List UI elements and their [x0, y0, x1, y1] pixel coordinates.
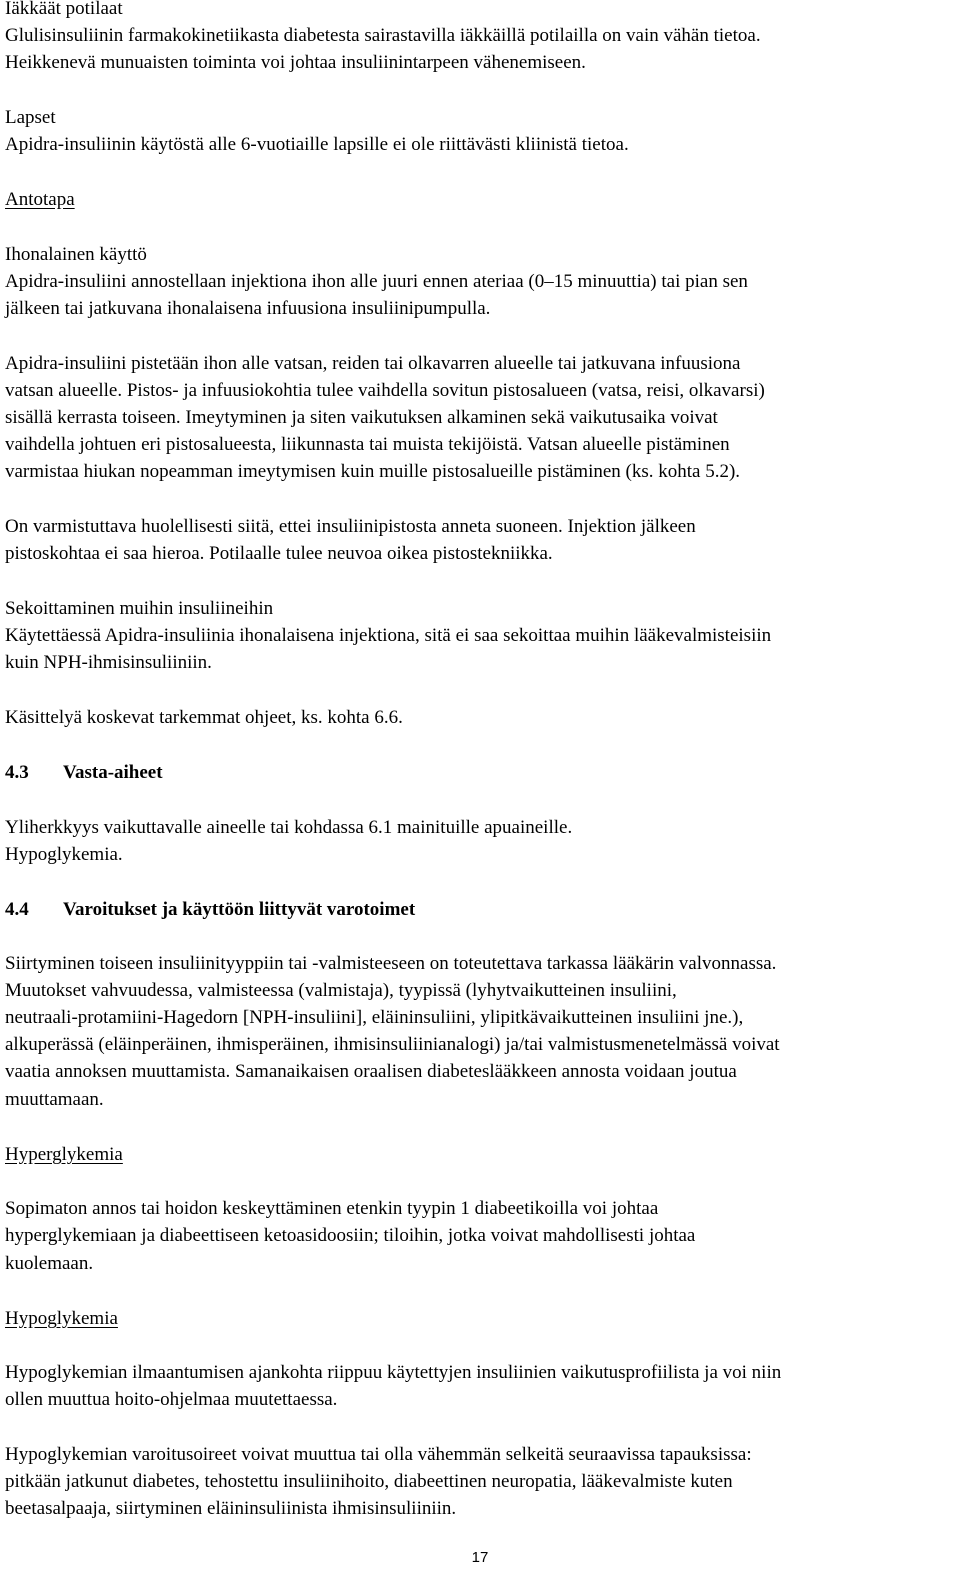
text-line: ollen muuttua hoito-ohjelmaa muutettaessa. — [5, 1389, 338, 1410]
text-line: kuolemaan. — [5, 1253, 94, 1274]
text-line: Hypoglykemian ilmaantumisen ajankohta riippuu käytettyjen insuliinien vaikutusprofiilista ja voi niin — [5, 1362, 782, 1383]
text-line: Hypoglykemian varoitusoireet voivat muuttua tai olla vähemmän selkeitä seuraavissa tapauksissa: — [5, 1444, 752, 1465]
text-line: pitkään jatkunut diabetes, tehostettu insuliinihoito, diabeettinen neuropatia, lääkevalmiste kuten — [5, 1471, 733, 1492]
section-heading-4-4 — [5, 899, 415, 921]
heading-children: Lapset — [5, 107, 56, 128]
page-number: 17 — [471, 1549, 489, 1566]
subheading-subcutaneous: Ihonalainen käyttö — [5, 244, 147, 265]
text-line: neutraali-protamiini-Hagedorn [NPH-insuliini], eläininsuliini, ylipitkävaikutteinen insuliini jne.), — [5, 1007, 744, 1028]
text-line: varmistaa hiukan nopeamman imeytymisen kuin muille pistosalueille pistäminen (ks. kohta 5.2). — [5, 461, 741, 482]
heading-mixing: Sekoittaminen muihin insuliineihin — [5, 598, 274, 619]
heading-administration: Antotapa — [5, 189, 75, 210]
text-line: Käsittelyä koskevat tarkemmat ohjeet, ks. kohta 6.6. — [5, 707, 403, 728]
text-line: vaihdella johtuen eri pistosalueesta, liikunnasta tai muista tekijöistä. Vatsan alueelle pistäminen — [5, 434, 730, 455]
section-heading-4-3 — [5, 762, 163, 784]
section-title: Varoitukset ja käyttöön liittyvät varotoimet — [63, 899, 416, 920]
text-line: Käytettäessä Apidra-insuliinia ihonalaisena injektiona, sitä ei saa sekoittaa muihin lääkevalmisteisiin — [5, 625, 772, 646]
heading-hypoglycemia: Hypoglykemia — [5, 1308, 118, 1329]
text-line: Hypoglykemia. — [5, 844, 123, 865]
text-line: jälkeen tai jatkuvana ihonalaisena infuusiona insuliinipumpulla. — [5, 298, 491, 319]
section-number: 4.4 — [5, 899, 29, 920]
text-line: Glulisinsuliinin farmakokinetiikasta diabetesta sairastavilla iäkkäillä potilailla on vain vähän tietoa. — [5, 25, 761, 46]
text-line: On varmistuttava huolellisesti siitä, ettei insuliinipistosta anneta suoneen. Injektion jälkeen — [5, 516, 696, 537]
text-line: Muutokset vahvuudessa, valmisteessa (valmistaja), tyypissä (lyhytvaikutteinen insuliini, — [5, 980, 677, 1001]
text-line: vatsan alueelle. Pistos- ja infuusiokohtia tulee vaihdella sovitun pistosalueen (vatsa, reisi, olkavarsi) — [5, 380, 765, 401]
text-line: Heikkenevä munuaisten toiminta voi johtaa insuliinintarpeen vähenemiseen. — [5, 52, 586, 73]
text-line: pistoskohtaa ei saa hieroa. Potilaalle tulee neuvoa oikea pistostekniikka. — [5, 543, 553, 564]
heading-elderly: Iäkkäät potilaat — [5, 0, 123, 19]
text-line: hyperglykemiaan ja diabeettiseen ketoasidoosiin; tiloihin, jotka voivat mahdollisesti johtaa — [5, 1225, 696, 1246]
text-line: Apidra-insuliinin käytöstä alle 6-vuotiaille lapsille ei ole riittävästi kliinistä tietoa. — [5, 134, 629, 155]
section-title: Vasta-aiheet — [63, 762, 163, 783]
text-line: muuttamaan. — [5, 1089, 104, 1110]
text-line: alkuperässä (eläinperäinen, ihmisperäinen, ihmisinsuliinianalogi) ja/tai valmistusmenetelmässä voivat — [5, 1034, 780, 1055]
text-line: vaatia annoksen muuttamista. Samanaikaisen oraalisen diabeteslääkkeen annosta voidaan joutua — [5, 1061, 737, 1082]
text-line: kuin NPH-ihmisinsuliiniin. — [5, 652, 212, 673]
text-line: sisällä kerrasta toiseen. Imeytyminen ja siten vaikutuksen alkaminen sekä vaikutusaika voivat — [5, 407, 718, 428]
text-line: Apidra-insuliini annostellaan injektiona ihon alle juuri ennen ateriaa (0–15 minuuttia) tai pian sen — [5, 271, 748, 292]
section-number: 4.3 — [5, 762, 29, 783]
text-line: beetasalpaaja, siirtyminen eläininsuliinista ihmisinsuliiniin. — [5, 1498, 457, 1519]
text-line: Sopimaton annos tai hoidon keskeyttäminen etenkin tyypin 1 diabeetikoilla voi johtaa — [5, 1198, 659, 1219]
text-line: Siirtyminen toiseen insuliinityyppiin tai -valmisteeseen on toteutettava tarkassa lääkärin valvonnassa. — [5, 953, 777, 974]
text-line: Apidra-insuliini pistetään ihon alle vatsan, reiden tai olkavarren alueelle tai jatkuvana infuusiona — [5, 353, 741, 374]
heading-hyperglycemia: Hyperglykemia — [5, 1144, 123, 1165]
text-line: Yliherkkyys vaikuttavalle aineelle tai kohdassa 6.1 mainituille apuaineille. — [5, 817, 573, 838]
